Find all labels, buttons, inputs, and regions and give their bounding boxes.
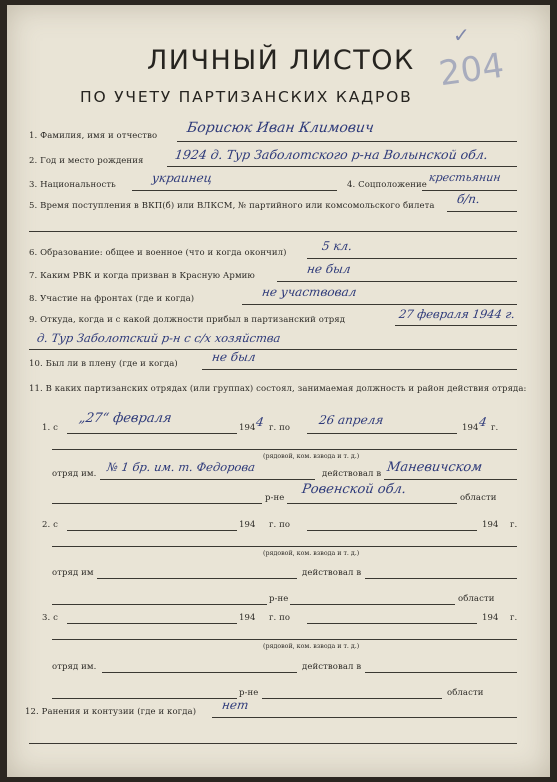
rule — [422, 190, 517, 191]
rule — [307, 433, 457, 434]
entry1-g: г. — [491, 423, 499, 433]
rule — [202, 369, 517, 370]
label-social: 4. Соцположение — [347, 180, 427, 190]
label-wounds: 12. Ранения и контузии (где и когда) — [25, 707, 197, 717]
rule — [67, 530, 237, 531]
entry2-rayon-label: р-не — [269, 594, 289, 604]
entry1-oblast-value: Ровенской обл. — [300, 482, 408, 497]
entry1-unit-value: № 1 бр. им. т. Федорова — [106, 460, 257, 474]
label-arrival: 9. Откуда, когда и с какой должности прибыл в партизанский отряд — [29, 315, 346, 325]
entry3-rayon-label: р-не — [239, 688, 259, 698]
rule — [52, 449, 517, 450]
label-partisan-units: 11. В каких партизанских отрядах (или группах) состоял, занимаемая должность и район действия отряда: — [29, 384, 527, 394]
entry1-from-date: „27“ февраля — [77, 411, 173, 426]
entry3-g: г. — [510, 613, 518, 623]
rule — [67, 623, 237, 624]
entry1-num: 1. с — [42, 423, 58, 433]
label-conscription: 7. Каким РВК и когда призван в Красную Армию — [29, 271, 255, 281]
archive-number-stamp: 204 — [436, 45, 507, 95]
rule — [262, 698, 442, 699]
value-conscription: не был — [306, 262, 352, 276]
rule — [132, 190, 337, 191]
rule — [97, 578, 297, 579]
entry1-to-label: г. по — [269, 423, 291, 433]
entry3-oblast-label: области — [447, 688, 484, 698]
label-nationality: 3. Национальность — [29, 180, 116, 190]
rule — [52, 639, 517, 640]
page-title: ЛИЧНЫЙ ЛИСТОК — [147, 45, 415, 76]
rule — [29, 231, 517, 232]
rule — [177, 141, 517, 142]
rule — [52, 503, 262, 504]
value-social: крестьянин — [428, 171, 502, 184]
check-mark-icon: ✓ — [453, 23, 470, 47]
entry1-to-year-prefix: 194 — [462, 423, 479, 433]
value-party: б/п. — [456, 192, 481, 206]
entry1-acted-label: действовал в — [322, 469, 382, 479]
rule — [29, 349, 517, 350]
entry1-caption: (рядовой, ком. взвода и т. д.) — [263, 453, 360, 460]
entry2-acted-label: действовал в — [302, 568, 362, 578]
value-full-name: Борисюк Иван Климович — [185, 120, 375, 136]
rule — [384, 479, 517, 480]
rule — [167, 166, 517, 167]
label-education: 6. Образование: общее и военное (что и когда окончил) — [29, 248, 287, 258]
rule — [447, 211, 517, 212]
entry1-acted-value: Маневичском — [385, 460, 484, 475]
value-fronts: не участвовал — [261, 285, 358, 299]
entry1-unit-label: отряд им. — [52, 469, 97, 479]
label-captivity: 10. Был ли в плену (где и когда) — [29, 359, 178, 369]
entry2-oblast-label: области — [458, 594, 495, 604]
rule — [52, 698, 237, 699]
entry3-to-year-prefix: 194 — [482, 613, 499, 623]
rule — [67, 433, 237, 434]
entry2-year-prefix: 194 — [239, 520, 256, 530]
entry1-oblast-label: области — [460, 493, 497, 503]
page-subtitle: ПО УЧЕТУ ПАРТИЗАНСКИХ КАДРОВ — [80, 88, 413, 106]
label-full-name: 1. Фамилия, имя и отчество — [29, 131, 158, 141]
rule — [52, 604, 267, 605]
entry1-rayon-label: р-не — [265, 493, 285, 503]
document-sheet — [7, 5, 550, 777]
rule — [287, 503, 457, 504]
label-birth: 2. Год и место рождения — [29, 156, 144, 166]
entry2-to-year-prefix: 194 — [482, 520, 499, 530]
value-arrival-place: д. Тур Заболотский р-н с с/х хозяйства — [36, 331, 282, 345]
entry1-to-year: 4 — [478, 415, 488, 429]
rule — [242, 304, 517, 305]
entry3-caption: (рядовой, ком. взвода и т. д.) — [263, 643, 360, 650]
value-arrival-date: 27 февраля 1944 г. — [398, 307, 516, 321]
rule — [212, 717, 517, 718]
entry1-from-year: 4 — [255, 415, 265, 429]
label-party: 5. Время поступления в ВКП(б) или ВЛКСМ, № партийного или комсомольского билета — [29, 201, 435, 211]
rule — [307, 258, 517, 259]
entry2-g: г. — [510, 520, 518, 530]
entry2-to-label: г. по — [269, 520, 291, 530]
rule — [277, 281, 517, 282]
rule — [365, 672, 517, 673]
entry1-year-prefix: 194 — [239, 423, 256, 433]
entry3-to-label: г. по — [269, 613, 291, 623]
rule — [307, 623, 477, 624]
rule — [52, 546, 517, 547]
entry3-acted-label: действовал в — [302, 662, 362, 672]
entry3-unit-label: отряд им. — [52, 662, 97, 672]
rule — [100, 479, 315, 480]
rule — [395, 325, 517, 326]
value-education: 5 кл. — [321, 239, 354, 253]
entry3-year-prefix: 194 — [239, 613, 256, 623]
rule — [365, 578, 517, 579]
entry2-num: 2. с — [42, 520, 58, 530]
rule — [290, 604, 455, 605]
value-birth: 1924 д. Тур Заболотского р-на Волынской обл. — [173, 147, 489, 162]
rule — [102, 672, 297, 673]
label-fronts: 8. Участие на фронтах (где и когда) — [29, 294, 195, 304]
entry2-caption: (рядовой, ком. взвода и т. д.) — [263, 550, 360, 557]
value-wounds: нет — [221, 698, 250, 712]
rule — [29, 743, 517, 744]
value-captivity: не был — [211, 350, 257, 364]
value-nationality: украинец — [151, 171, 214, 185]
entry2-unit-label: отряд им — [52, 568, 94, 578]
entry3-num: 3. с — [42, 613, 58, 623]
rule — [307, 530, 477, 531]
entry1-to-date: 26 апреля — [318, 413, 385, 427]
